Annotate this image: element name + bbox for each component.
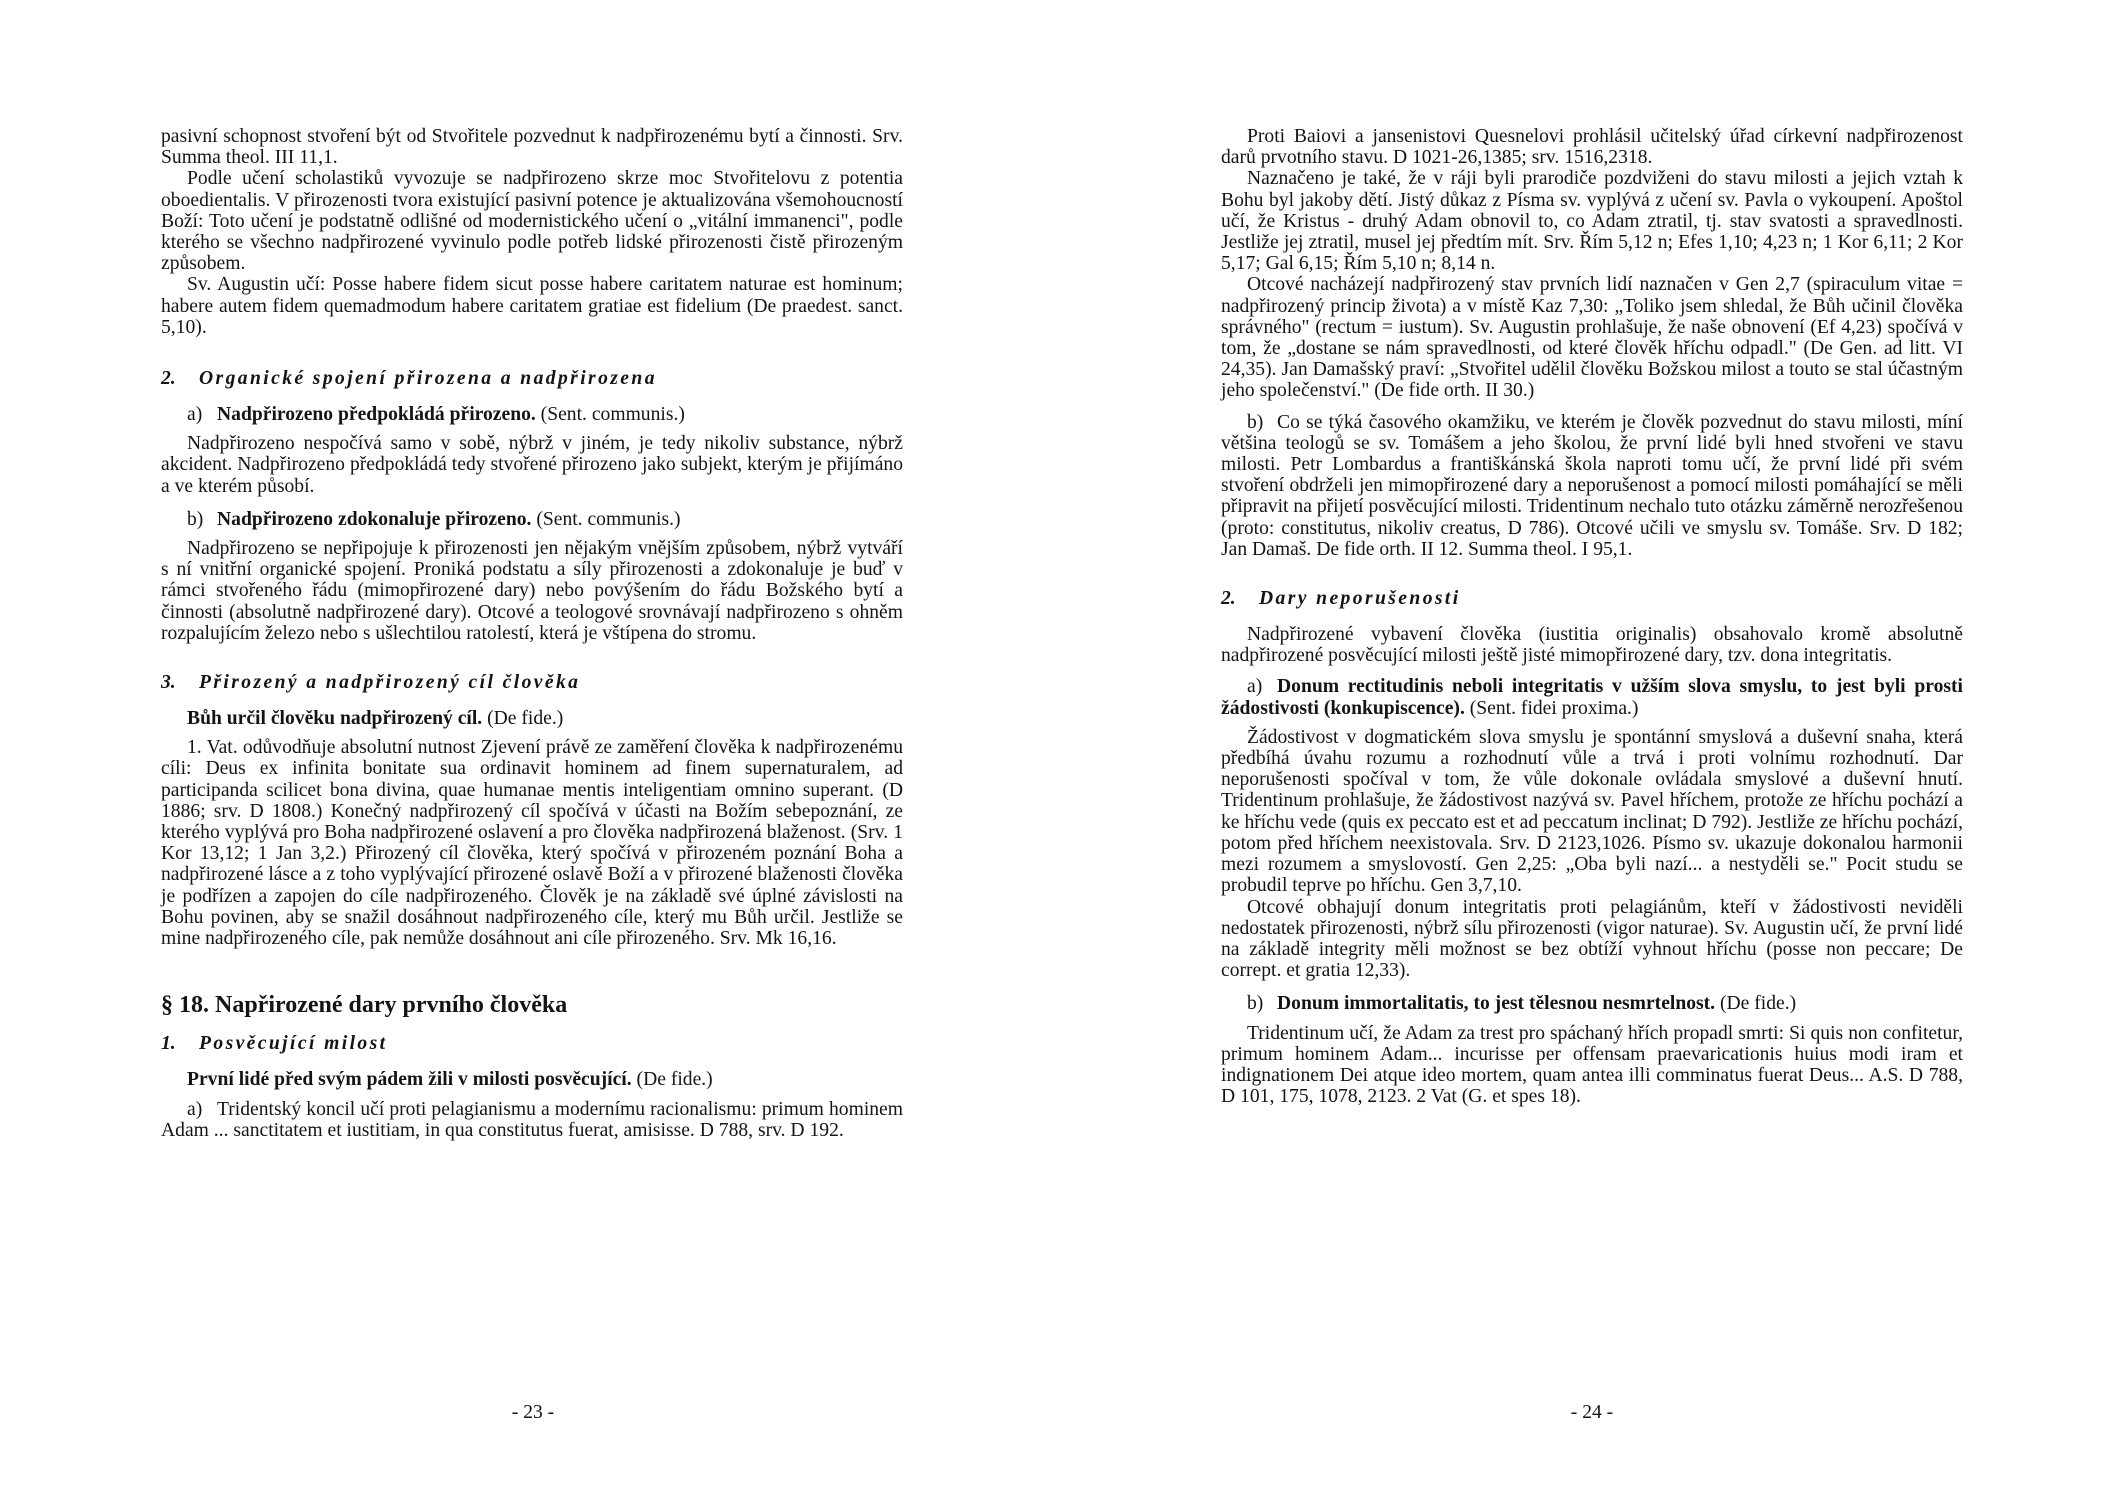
thesis-note: (Sent. fidei proxima.)	[1464, 697, 1639, 719]
thesis	[1221, 676, 1963, 718]
paragraph-heading: § 18. Napřirozené dary prvního člověka	[161, 992, 568, 1019]
thesis-label: a)	[1247, 676, 1263, 698]
section-title: Organické spojení přirozena a nadpřirozena	[199, 368, 657, 390]
section-number: 1.	[161, 1033, 176, 1055]
paragraph: Nadpřirozeno se nepřipojuje k přirozenosti jen nějakým vnějším způsobem, nýbrž vytváří s ní vnitřní organické spojení. Proniká podstatu a síly přirozenosti a zdokonaluje je buď v rámci stvořeného řádu (mimopřirozené dary) nebo povýšením do řádu Božského bytí a činnosti (absolutně nadpřirozené dary). Otcové a teologové srovnávají nadpřirozeno s ohněm rozpalujícím železo nebo s ušlechtilou ratolestí, která je vštípena do stromu.	[161, 538, 903, 644]
thesis-note: (Sent. communis.)	[531, 508, 681, 530]
page-number: - 23 -	[511, 1402, 555, 1423]
thesis-note: (Sent. communis.)	[535, 404, 685, 426]
section-heading	[1221, 588, 1963, 610]
section-title: Dary neporušenosti	[1259, 588, 1461, 610]
paragraph: Sv. Augustin učí: Posse habere fidem sicut posse habere caritatem naturae est hominum; habere autem fidem quemadmodum habere caritatem gratiae est fidelium (De praedest. sanct. 5,10).	[161, 274, 903, 338]
thesis	[161, 1069, 903, 1090]
paragraph: Nadpřirozené vybavení člověka (iustitia originalis) obsahovalo kromě absolutně nadpřirozené posvěcující milosti ještě jisté mimopřirozené dary, tzv. dona integritatis.	[1221, 624, 1963, 667]
thesis-note: (De fide.)	[482, 708, 564, 730]
paragraph: Otcové nacházejí nadpřirozený stav prvních lidí naznačen v Gen 2,7 (spiraculum vitae = nadpřirozený princip života) a v místě Kaz 7,30: „Toliko jsem shledal, že Bůh učinil člověka správného" (rectum = iustum). Sv. Augustin prohlašuje, že naše obnovení (Ef 4,23) spočívá v tom, že „dostane se nám spravedlnosti, od které člověk hříchu odpadl." (De Gen. ad litt. VI 24,35). Jan Damašský praví: „Stvořitel udělil člověku Božskou milost a touto se stal účastným jeho společenství." (De fide orth. II 30.)	[1221, 274, 1963, 402]
thesis-statement: Nadpřirozeno zdokonaluje přirozeno.	[217, 508, 532, 530]
thesis-label: b)	[187, 508, 204, 530]
paragraph: Proti Baiovi a jansenistovi Quesnelovi prohlásil učitelský úřad církevní nadpřirozenost darů prvotního stavu. D 1021-26,1385; srv. 1516,2318.	[1221, 126, 1963, 169]
paragraph: Otcové obhajují donum integritatis proti pelagiánům, kteří v žádostivosti neviděli nedostatek přirozenosti, nýbrž sílu přirozenosti (vigor naturae). Sv. Augustin učí, že první lidé na základě integrity měli možnost se bez obtíží vyhnout hříchu (posse non peccare; De corrept. et gratia 12,33).	[1221, 896, 1963, 982]
thesis	[161, 509, 903, 530]
thesis-statement: Donum rectitudinis neboli integritatis v užším slova smyslu, to jest byli prosti žádostivosti (konkupiscence).	[1221, 676, 1963, 719]
section-heading	[161, 368, 903, 390]
item-label: b)	[1247, 411, 1264, 433]
paragraph: Naznačeno je také, že v ráji byli prarodiče pozdviženi do stavu milosti a jejich vztah k Bohu byl jakoby dětí. Jistý důkaz z Písma sv. vyplývá z učení sv. Pavla o vykoupení. Apoštol učí, že Kristus - druhý Adam obnovil to, co Adam ztratil, tj. stav svatosti a spravedlnosti. Jestliže jej ztratil, musel jej předtím mít. Srv. Řím 5,12 n; Efes 1,10; 4,23 n; 1 Kor 6,11; 2 Kor 5,17; Gal 6,15; Řím 5,10 n; 8,14 n.	[1221, 168, 1963, 275]
left-page	[161, 126, 903, 1141]
thesis-note: (De fide.)	[631, 1069, 713, 1091]
thesis	[161, 708, 903, 729]
section-number: 2.	[161, 368, 176, 390]
paragraph: Podle učení scholastiků vyvozuje se nadpřirozeno skrze moc Stvořitelovu z potentia oboedientalis. V přirozenosti tvora existující pasivní potence je aktualizována všemohoucností Boží: Toto učení je podstatně odlišné od modernistického učení o „vitální immanenci", podle kterého se všechno nadpřirozené vyvinulo podle potřeb lidské přirozenosti čistě přirozeným způsobem.	[161, 168, 903, 275]
paragraph: pasivní schopnost stvoření být od Stvořitele pozvednut k nadpřirozenému bytí a činnosti. Srv. Summa theol. III 11,1.	[161, 126, 903, 169]
paragraph-text: Tridentský koncil učí proti pelagianismu a modernímu racionalismu: primum hominem Adam ... sanctitatem et iustitiam, in qua constitutus fuerat, amisisse. D 788, srv. D 192.	[161, 1098, 903, 1141]
thesis-statement: První lidé před svým pádem žili v milosti posvěcující.	[187, 1069, 632, 1091]
paragraph-text: Co se týká časového okamžiku, ve kterém je člověk pozvednut do stavu milosti, míní většina teologů se sv. Tomášem a jeho školou, že první lidé byli hned stvořeni ve stavu milosti. Petr Lombardus a františkánská škola naproti tomu učí, že první lidé při svém stvoření obdrželi jen mimopřirozené dary a neporušenost a pomocí milosti pomáhající se měli připravit na přijetí posvěcující milosti. Tridentinum nechalo tuto otázku záměrně nerozřešenou (proto: constitutus, nikoliv creatus, D 786). Otcové učili ve smyslu sv. Tomáše. Srv. D 182; Jan Damaš. De fide orth. II 12. Summa theol. I 95,1.	[1221, 411, 1963, 560]
section-heading	[161, 672, 903, 694]
thesis-label: a)	[187, 404, 203, 426]
section-heading	[161, 1033, 903, 1055]
paragraph: Nadpřirozeno nespočívá samo v sobě, nýbrž v jiném, je tedy nikoliv substance, nýbrž akcident. Nadpřirozeno předpokládá tedy stvořené přirozeno jako subjekt, kterým je přijímáno a ve kterém působí.	[161, 433, 903, 497]
section-title: Posvěcující milost	[199, 1033, 388, 1055]
thesis	[161, 404, 903, 425]
thesis-note: (De fide.)	[1715, 993, 1797, 1015]
thesis	[1221, 993, 1963, 1014]
paragraph: Tridentinum učí, že Adam za trest pro spáchaný hřích propadl smrti: Si quis non confitetur, primum hominem Adam... incurisse per offensam praevaricationis huius modi iram et indignationem Dei atque ideo mortem, quam antea illi comminatus fuerat Deus... A.S. D 788, D 101, 175, 1078, 2123. 2 Vat (G. et spes 18).	[1221, 1022, 1963, 1108]
paragraph	[161, 1099, 903, 1141]
item-label: a)	[187, 1098, 203, 1120]
paragraph: Žádostivost v dogmatickém slova smyslu je spontánní smyslová a duševní snaha, která předbíhá úvahu rozumu a rozhodnutí vůle a trvá i proti volnímu rozhodnutí. Dar neporušenosti spočíval v tom, že vůle dokonale ovládala smyslové a duševní hnutí. Tridentinum prohlašuje, že žádostivost nazývá sv. Pavel hříchem, protože ze hříchu pochází a ke hříchu vede (quis ex peccato est et ad peccatum inclinat; D 792). Jestliže ze hříchu pochází, potom před hříchem neexistovala. Srv. D 2123,1026. Písmo sv. ukazuje dokonalou harmonii mezi rozumem a smyslovostí. Gen 2,25: „Oba byli nazí... a nestyděli se." Pocit studu se probudil teprve po hříchu. Gen 3,7,10.	[1221, 726, 1963, 897]
right-page	[1221, 126, 1963, 1107]
thesis-statement: Bůh určil člověku nadpřirozený cíl.	[187, 708, 483, 730]
section-number: 3.	[161, 672, 176, 694]
section-title: Přirozený a nadpřirozený cíl člověka	[199, 672, 581, 694]
paragraph: 1. Vat. odůvodňuje absolutní nutnost Zjevení právě ze zaměření člověka k nadpřirozenému cíli: Deus ex infinita bonitate sua ordinavit hominem ad finem supernaturalem, ad participanda scilicet bona divina, quae humanae mentis inteligentiam omnino superant. (D 1886; srv. D 1808.) Konečný nadpřirozený cíl spočívá v účasti na Božím sebepoznání, ze kterého vyplývá pro Boha nadpřirozené oslavení a pro člověka nadpřirozená blaženost. (Srv. 1 Kor 13,12; 1 Jan 3,2.) Přirozený cíl člověka, který spočívá v přirozeném poznání Boha a nadpřirozené lásce a z toho vyplývající přirozené oslavě Boží a v přirozené blaženosti člověka je podřízen a zapojen do cíle nadpřirozeného. Člověk je na základě své úplné závislosti na Bohu povinen, aby se snažil dosáhnout nadpřirozeného cíle, který mu Bůh určil. Jestliže se mine nadpřirozeného cíle, pak nemůže dosáhnout ani cíle přirozeného. Srv. Mk 16,16.	[161, 737, 903, 950]
paragraph	[1221, 412, 1963, 560]
thesis-statement: Donum immortalitatis, to jest tělesnou nesmrtelnost.	[1277, 993, 1716, 1015]
page-number: - 24 -	[1570, 1402, 1614, 1423]
thesis-statement: Nadpřirozeno předpokládá přirozeno.	[217, 404, 536, 426]
section-number: 2.	[1221, 588, 1236, 610]
thesis-label: b)	[1247, 993, 1264, 1015]
